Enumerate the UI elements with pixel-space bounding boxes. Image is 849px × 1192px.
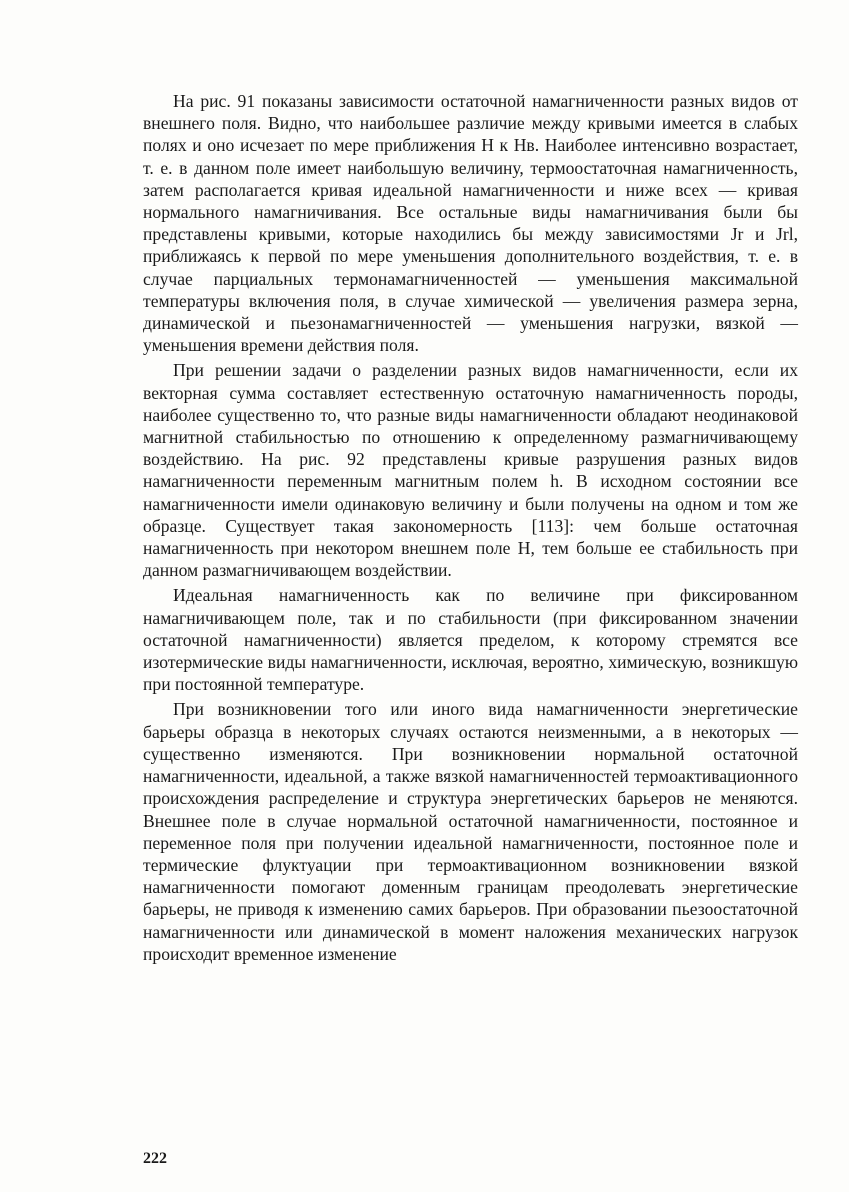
page-number: 222 (143, 1150, 167, 1167)
paragraph-2: При решении задачи о разделении разных видов намагниченности, если их векторная сумма составляет естественную остаточную намагниченность породы, наиболее существенно то, что разные виды намагниченности обладают неодинаковой магнитной стабильностью по отношению к определенному размагничивающему воздействию. На рис. 92 представлены кривые разрушения разных видов намагниченности переменным магнитным полем h. В исходном состоянии все намагниченности имели одинаковую величину и были получены на одном и том же образце. Существует такая закономерность [113]: чем больше остаточная намагниченность при некотором внешнем поле H, тем больше ее стабильность при данном размагничивающем воздействии. (143, 360, 798, 581)
paragraph-1: На рис. 91 показаны зависимости остаточной намагниченности разных видов от внешнего поля. Видно, что наибольшее различие между кривыми имеется в слабых полях и оно исчезает по мере приближения H к Hв. Наиболее интенсивно возрастает, т. е. в данном поле имеет наибольшую величину, термоостаточная намагниченность, затем располагается кривая идеальной намагниченности и ниже всех — кривая нормального намагничивания. Все остальные виды намагничивания были бы представлены кривыми, которые находились бы между зависимостями Jr и Jrl, приближаясь к первой по мере уменьшения дополнительного воздействия, т. е. в случае парциальных термонамагниченностей — уменьшения максимальной температуры включения поля, в случае химической — увеличения размера зерна, динамической и пьезонамагниченностей — уменьшения нагрузки, вязкой — уменьшения времени действия поля. (143, 91, 798, 356)
body-text (143, 90, 798, 965)
paragraph-4: При возникновении того или иного вида намагниченности энергетические барьеры образца в некоторых случаях остаются неизменными, а в некоторых — существенно изменяются. При возникновении нормальной остаточной намагниченности, идеальной, а также вязкой намагниченностей термоактивационного происхождения распределение и структура энергетических барьеров не меняются. Внешнее поле в случае нормальной остаточной намагниченности, постоянное и переменное поля при получении идеальной намагниченности, постоянное поле и термические флуктуации при термоактивационном возникновении вязкой намагниченности помогают доменным границам преодолевать энергетические барьеры, не приводя к изменению самих барьеров. При образовании пьезоостаточной намагниченности или динамической в момент наложения механических нагрузок происходит временное изменение (143, 699, 798, 964)
paragraph-3: Идеальная намагниченность как по величине при фиксированном намагничивающем поле, так и по стабильности (при фиксированном значении остаточной намагниченности) является пределом, к которому стремятся все изотермические виды намагниченности, исключая, вероятно, химическую, возникшую при постоянной температуре. (143, 585, 798, 695)
